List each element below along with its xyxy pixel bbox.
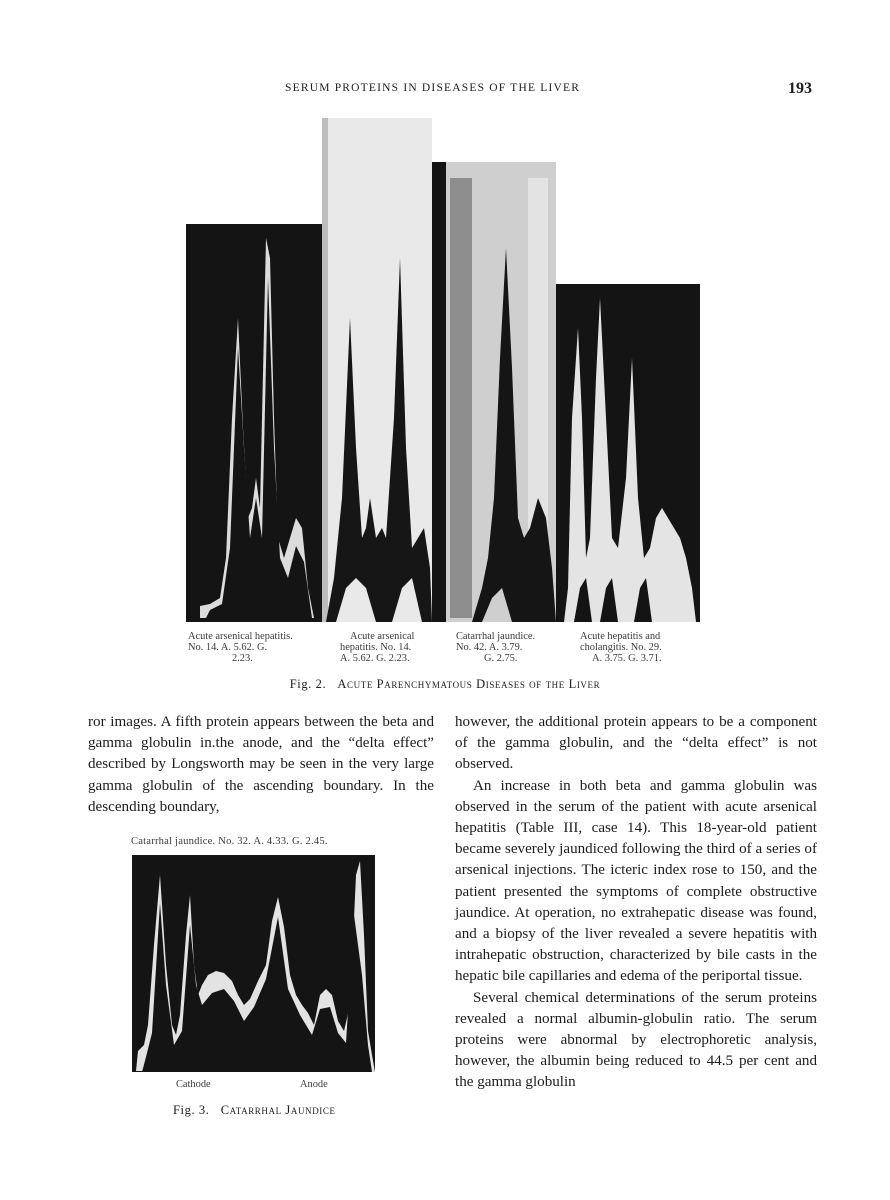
fig2-caption-1-line-2: No. 14. A. 5.62. G. (188, 642, 268, 653)
figure-2-captions (186, 631, 700, 667)
fig2-caption-2-line-3: A. 5.62. G. 2.23. (340, 653, 410, 664)
fig2-caption-2-line-2: hepatitis. No. 14. (340, 642, 412, 653)
fig2-caption-4-line-2: cholangitis. No. 29. (580, 642, 662, 653)
left-column (88, 712, 434, 818)
fig2-caption-4-line-1: Acute hepatitis and (580, 631, 661, 642)
cathode-label: Cathode (176, 1079, 211, 1090)
fig2-caption-1-line-3: 2.23. (232, 653, 253, 664)
left-column-paragraph: ror images. A fifth protein appears between the beta and gamma globulin in.the anode, and the “delta effect” described by Longsworth may be seen in the very large gamma globulin of the ascending boundary. In the descending boundary, (88, 714, 434, 815)
figure-2-title-text: Acute Parenchymatous Diseases of the Liver (337, 677, 601, 691)
figure-2-title (0, 677, 890, 692)
running-head (0, 80, 890, 100)
fig2-panel-3 (432, 162, 556, 622)
fig2-caption-3-line-2: No. 42. A. 3.79. (456, 642, 523, 653)
fig2-caption-1-line-1: Acute arsenical hepatitis. (188, 631, 293, 642)
figure-3-photograph (132, 855, 375, 1072)
figure-2-number: Fig. 2. (289, 677, 327, 691)
figure-3-plate (132, 855, 375, 1072)
fig2-panel-2 (322, 118, 432, 622)
running-title: SERUM PROTEINS IN DISEASES OF THE LIVER (285, 82, 581, 94)
figure-2-plate (186, 118, 700, 622)
figure-3-title-text: Catarrhal Jaundice (220, 1103, 336, 1117)
fig2-caption-4 (580, 631, 698, 664)
right-column-paragraph-2: An increase in both beta and gamma globulin was observed in the serum of the patient with acute arsenical hepatitis (Table III, case 14). This 18-year-old patient became severely jaundiced following the third of a series of arsenical injections. The icteric index rose to 150, and the patient presented the symptoms of complete obstructive jaundice. At operation, no extrahepatic disease was found, and a biopsy of the liver revealed a severe hepatitis with intrahepatic obstruction, characterized by bile casts in the hepatic bile capillaries and edema of the periportal tissue. (455, 777, 817, 985)
fig2-caption-2-line-1: Acute arsenical (350, 631, 415, 642)
fig2-caption-2 (340, 631, 440, 664)
figure-3-label: Catarrhal jaundice. No. 32. A. 4.33. G. 2.45. (131, 836, 328, 847)
fig2-caption-3-line-1: Catarrhal jaundice. (456, 631, 536, 642)
right-column-paragraph-1: however, the additional protein appears to be a component of the gamma globulin, and the “delta effect” is not observed. (455, 714, 817, 773)
fig2-panel-4 (556, 284, 700, 622)
right-column (455, 712, 817, 1094)
fig2-caption-3 (456, 631, 560, 664)
page-number: 193 (788, 80, 812, 97)
figure-2-photographs (186, 118, 700, 622)
figure-3-title (173, 1103, 336, 1118)
anode-label: Anode (300, 1079, 328, 1090)
fig2-caption-3-line-3: G. 2.75. (484, 653, 518, 664)
fig2-panel-1 (186, 224, 322, 622)
fig2-caption-1 (188, 631, 318, 664)
right-column-paragraph-3: Several chemical determinations of the serum proteins revealed a normal albumin-globulin ratio. The serum proteins were abnormal by electrophoretic analysis, however, the albumin being reduced to 44.5 per cent and the gamma globulin (455, 989, 817, 1091)
figure-3-number: Fig. 3. (173, 1103, 210, 1117)
fig2-caption-4-line-3: A. 3.75. G. 3.71. (592, 653, 662, 664)
